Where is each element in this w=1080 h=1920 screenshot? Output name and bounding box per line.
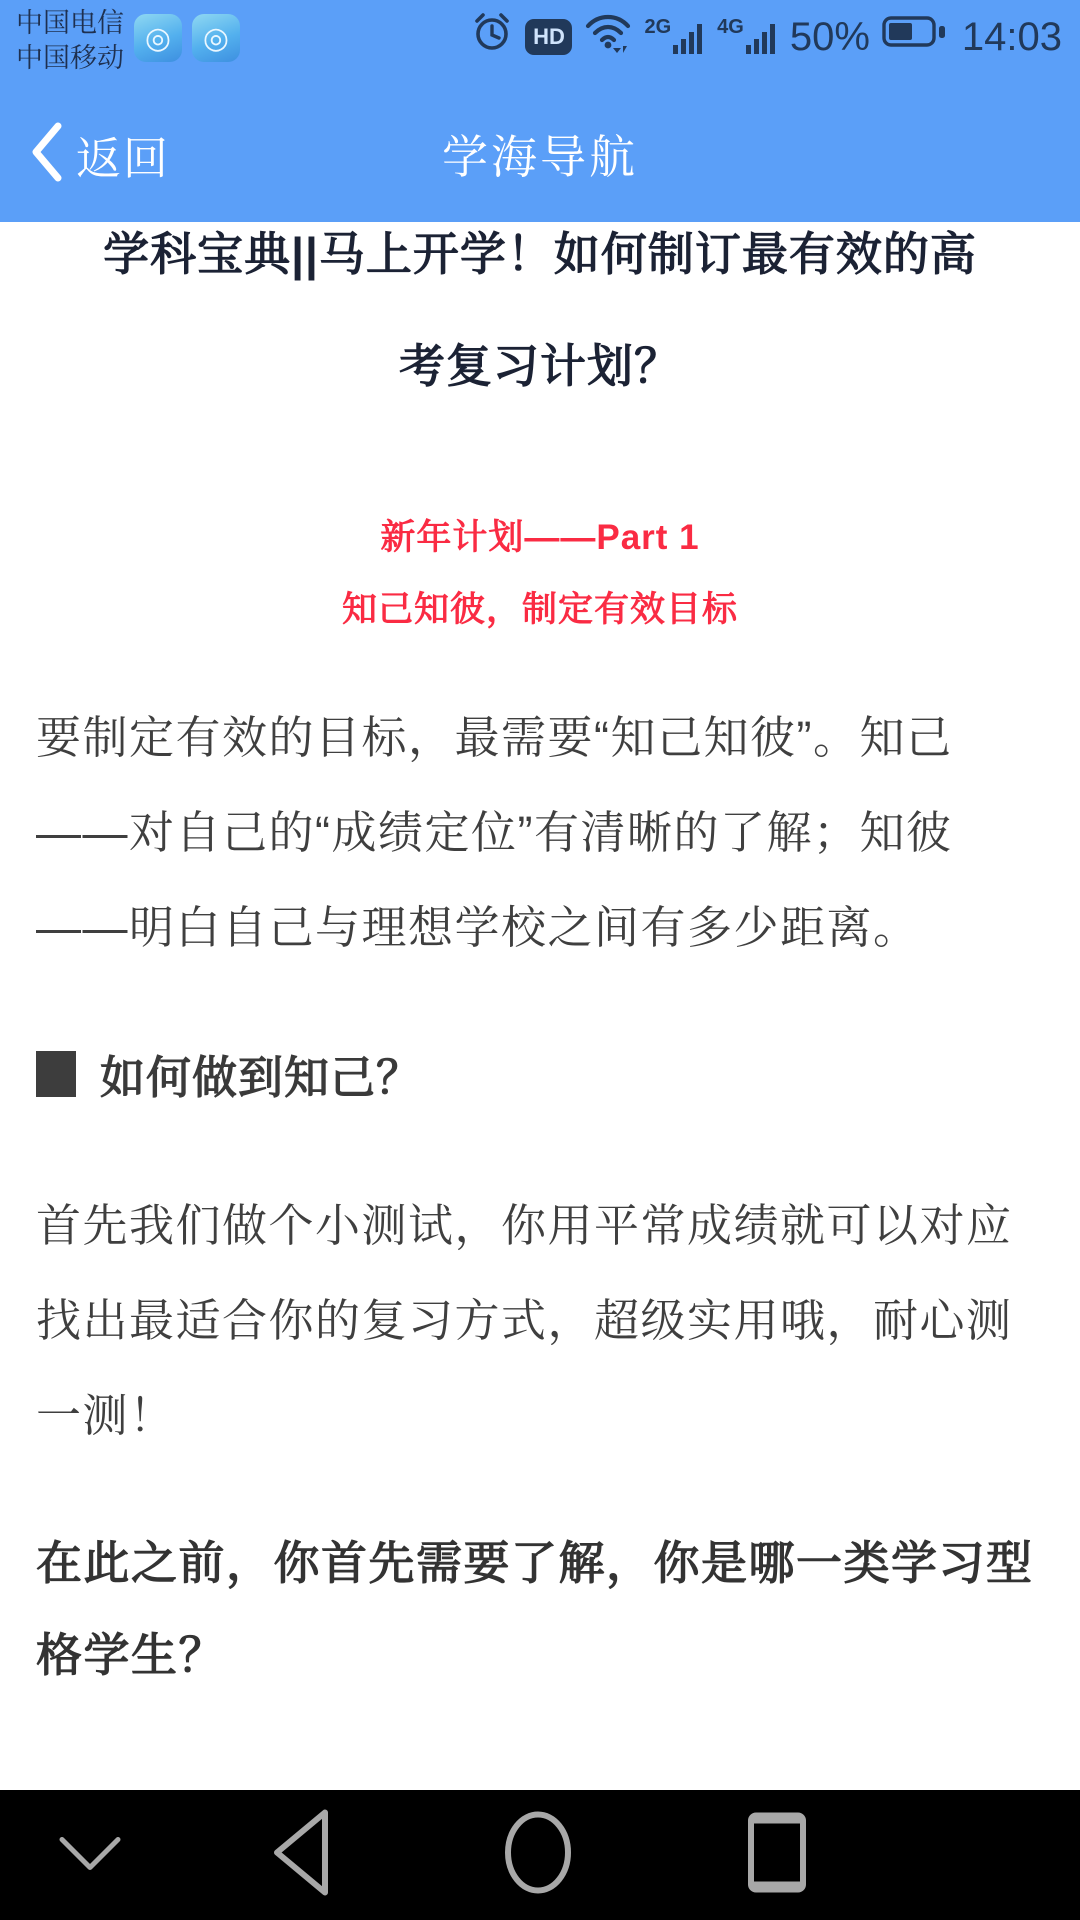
- app-nav-bar: [0, 86, 1080, 222]
- carrier-names: [16, 6, 124, 76]
- network-2g-label: 2G: [644, 16, 672, 38]
- subtitle-line2: 知己知彼，制定有效目标: [341, 590, 738, 629]
- paragraph-test-intro: 首先我们做个小测试，你用平常成绩就可以对应找出最适合你的复习方式，超级实用哦，耐心测一测！: [36, 1200, 1013, 1441]
- network-4g-label: 4G: [717, 16, 744, 38]
- volte-ring-icon: ◎: [134, 14, 182, 62]
- article-title: [36, 198, 1044, 422]
- carrier-icons: [134, 14, 240, 76]
- article-title-line1: 学科宝典||马上开学！如何制订最有效的高: [103, 228, 977, 280]
- back-button-label: 返回: [76, 132, 171, 184]
- carrier-name-mobile: 中国移动: [16, 43, 124, 73]
- alarm-clock-icon: [471, 11, 513, 63]
- paragraph-intro: 要制定有效的目标，最需要“知己知彼”。知己——对自己的“成绩定位”有清晰的了解；知彼——明白自己与理想学校之间有多少距离。: [36, 712, 953, 953]
- hd-volte-icon: HD: [525, 19, 572, 55]
- wifi-icon: [584, 10, 632, 64]
- status-icons: [471, 6, 1062, 64]
- section-heading: [36, 1041, 1044, 1106]
- battery-icon: [882, 13, 948, 61]
- section-heading-text: 如何做到知己？: [100, 1052, 423, 1103]
- android-back-icon[interactable]: [267, 1805, 333, 1906]
- status-time: 14:03: [961, 14, 1062, 59]
- signal-4g-icon: [717, 16, 778, 55]
- article-subtitle: [36, 502, 1044, 646]
- carrier-block: [16, 6, 240, 76]
- chevron-left-icon: [30, 120, 64, 189]
- article-title-line2: 考复习计划？: [399, 340, 681, 392]
- hide-navbar-chevron-down-icon[interactable]: [52, 1830, 128, 1881]
- battery-percent: 50%: [789, 14, 870, 59]
- status-bar: [0, 0, 1080, 86]
- paragraph-bold-question: 在此之前，你首先需要了解，你是哪一类学习型格学生？: [36, 1537, 1034, 1681]
- carrier-name-telecom: 中国电信: [16, 8, 124, 38]
- android-recents-icon[interactable]: [745, 1810, 809, 1901]
- android-home-icon[interactable]: [500, 1807, 576, 1904]
- volte-ring-icon: ◎: [192, 14, 240, 62]
- back-button[interactable]: [30, 120, 170, 189]
- article-content: [0, 198, 1080, 1847]
- signal-2g-icon: [644, 16, 705, 55]
- system-navigation-bar: [0, 1790, 1080, 1920]
- page-title: 学海导航: [442, 131, 638, 183]
- subtitle-line1: 新年计划——Part 1: [380, 518, 700, 557]
- square-bullet-icon: [36, 1051, 76, 1097]
